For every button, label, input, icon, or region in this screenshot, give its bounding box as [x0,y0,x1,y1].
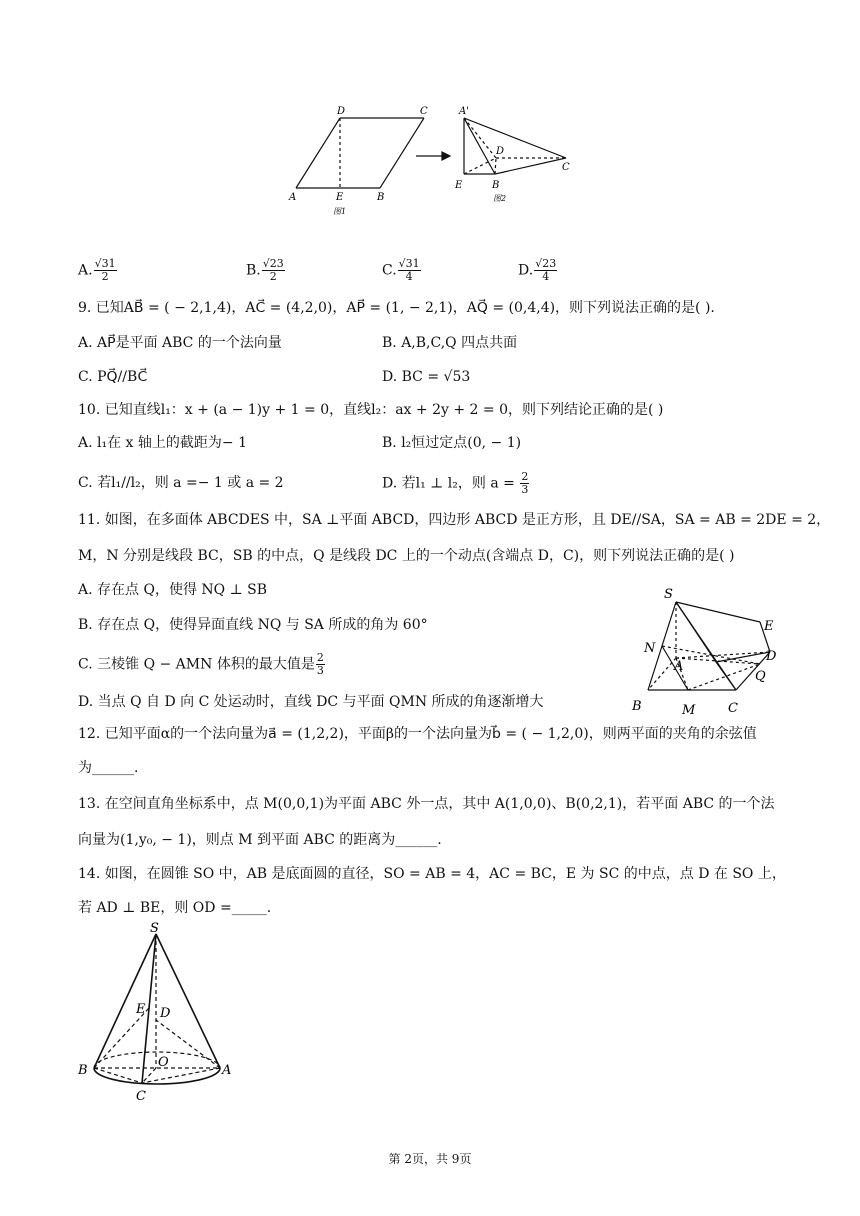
fig14-label-C: C [136,1089,146,1104]
fraction: $\frac{√23}{2}$ [262,257,284,283]
q12-line1: 12. 已知平面α的一个法向量为a⃗ = (1,2,2)，平面β的一个法向量为b⃗ = ( − 1,2,0)，则两平面的夹角的余弦值 [78,726,757,742]
q11-stem-line1: 11. 如图，在多面体 ABCDES 中，SA ⊥平面 ABCD，四边形 ABCD 是正方形，且 DE//SA，SA = AB = 2DE = 2， [78,512,831,528]
figure-cone [76,920,240,1106]
fraction: $\frac{2}{3}$ [316,651,324,677]
q9-stem: 9. 已知AB⃗ = ( − 2,1,4)，AC⃗ = (4,2,0)，AP⃗ = (1, − 2,1)，AQ⃗ = (0,4,4)，则下列说法正确的是( ). [78,300,715,316]
fraction: $\frac{√31}{4}$ [398,257,420,283]
arrow-icon [416,152,450,160]
q10-option-b: B. l₂恒过定点(0, − 1) [382,435,522,451]
fig11-label-M: M [682,703,696,718]
fig2-label-C: C [562,162,570,173]
fig1-label-A: A [289,192,297,203]
fig14-label-A: A [222,1063,232,1078]
fig2-label-D: D [496,146,505,157]
q11-stem-line2: M，N 分别是线段 BC，SB 的中点，Q 是线段 DC 上的一个动点(含端点 D，C)，则下列说法正确的是( ) [78,548,735,564]
fig11-label-A: A [674,659,684,674]
q9-option-d: D. BC = √53 [382,369,471,385]
fraction: $\frac{√23}{4}$ [535,257,557,283]
q13-line1: 13. 在空间直角坐标系中，点 M(0,0,1)为平面 ABC 外一点，其中 A(1,0,0)、B(0,2,1)，若平面 ABC 的一个法 [78,796,775,812]
page-footer: 第 2页，共 9页 [388,1152,472,1166]
q8-option-d: D. $\frac{√23}{4}$ [518,257,557,283]
q11-option-d: D. 当点 Q 自 D 向 C 处运动时，直线 DC 与平面 QMN 所成的角逐渐增大 [78,694,544,710]
fig11-label-E: E [764,619,774,634]
q8-option-c: C. $\frac{√31}{4}$ [382,257,420,283]
fig2-label-A1: A' [459,106,469,117]
fig1-caption: 图1 [333,207,347,216]
q11-option-a: A. 存在点 Q，使得 NQ ⊥ SB [78,582,268,598]
q10-option-a: A. l₁在 x 轴上的截距为− 1 [78,435,247,451]
q13-line2: 向量为(1,y₀, − 1)，则点 M 到平面 ABC 的距离为______. [78,832,442,848]
q10-option-d: D. 若l₁ ⊥ l₂，则 a = $\frac{2}{3}$ [382,470,529,496]
fig14-label-O: O [158,1055,169,1070]
q10-option-c: C. 若l₁//l₂，则 a =− 1 或 a = 2 [78,475,284,491]
fraction: $\frac{2}{3}$ [521,470,529,496]
fig14-label-S: S [150,921,159,936]
fig11-label-S: S [664,587,673,602]
fig14-label-B: B [78,1063,88,1078]
q10-stem: 10. 已知直线l₁：x + (a − 1)y + 1 = 0，直线l₂：ax + 2y + 2 = 0，则下列结论正确的是( ) [78,402,664,418]
q11-option-c: C. 三棱锥 Q − AMN 体积的最大值是 $\frac{2}{3}$ [78,651,324,677]
q12-line2: 为______. [78,760,139,776]
fig2-label-E: E [455,180,463,191]
q11-option-b: B. 存在点 Q，使得异面直线 NQ 与 SA 所成的角为 60° [78,617,428,633]
fig14-label-D: D [160,1006,171,1021]
q14-line1: 14. 如图，在圆锥 SO 中，AB 是底面圆的直径，SO = AB = 4，AC = BC，E 为 SC 的中点，点 D 在 SO 上， [78,866,786,882]
figure-1-parallelogram [296,118,424,188]
q9-option-a: A. AP⃗是平面 ABC 的一个法向量 [78,335,282,351]
fig11-label-D: D [766,649,777,664]
fig14-label-E: E [136,1002,146,1017]
q8-option-b: B. $\frac{√23}{2}$ [246,257,284,283]
fig11-label-N: N [644,641,656,656]
fig1-label-B: B [377,192,385,203]
q9-option-c: C. PQ⃗//BC⃗ [78,369,148,385]
figure-polyhedron [628,582,788,718]
fig11-label-B: B [632,699,642,714]
q8-option-a: A. $\frac{√31}{2}$ [78,257,116,283]
fig11-label-C: C [728,701,738,716]
figure-2-folded [464,118,566,174]
figure-fold-diagram [280,100,590,220]
q14-line2: 若 AD ⊥ BE，则 OD =_____. [78,900,272,916]
fig2-label-B: B [492,180,500,191]
fig1-label-D: D [337,106,346,117]
q9-option-b: B. A,B,C,Q 四点共面 [382,335,518,351]
fig2-caption: 图2 [493,194,507,203]
fig1-label-C: C [420,106,428,117]
fig1-label-E: E [336,192,344,203]
fig11-label-Q: Q [755,669,766,684]
fraction: $\frac{√31}{2}$ [94,257,116,283]
